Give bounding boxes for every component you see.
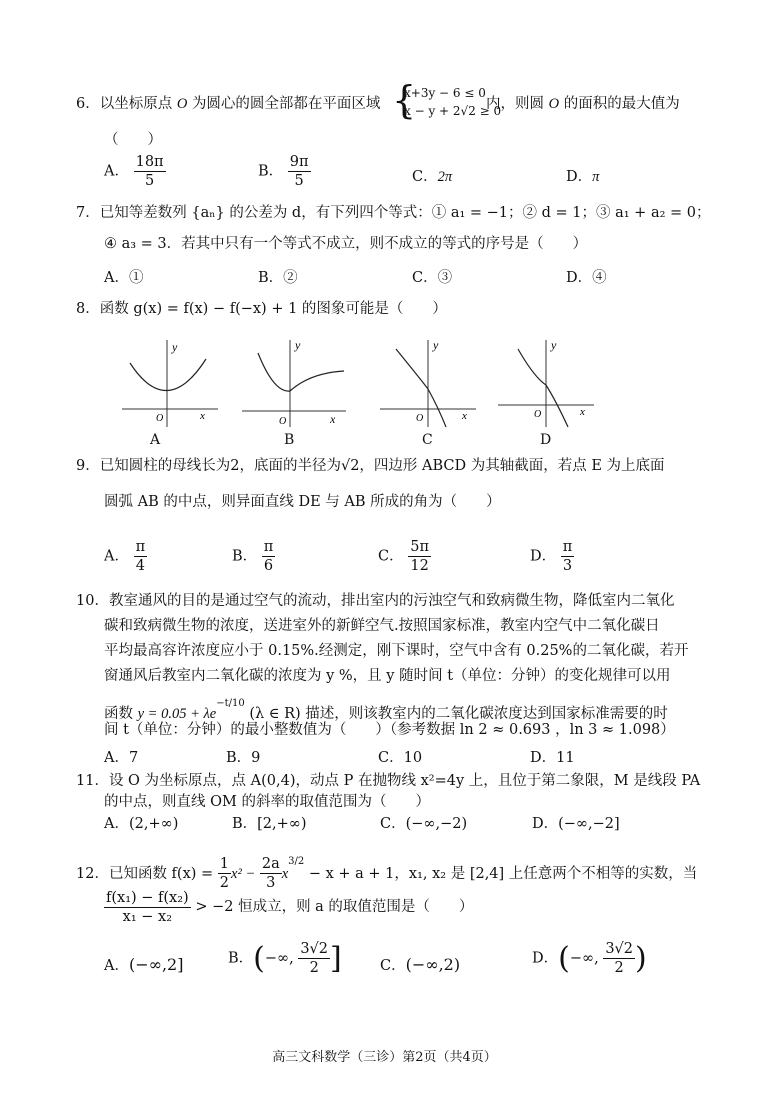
q10-choice-a: A．7 [104,750,139,766]
q10-line5: 函数 $y = 0.05 + \lambda e^{-t/10}$ (λ ∈ R) 描述，则该教室内的二氧化碳浓度达到国家标准需要的时 [104,698,668,722]
q6-choice-b: B． $\frac{9\pi}{5}$ [258,154,309,189]
q10-line4: 窗通风后教室内二氧化碳的浓度为 y %，且 y 随时间 t（单位：分钟）的变化规律可以用 [104,668,671,684]
q12-line1: 12．已知函数 f(x) = $\frac{1}{2}$ x² − $\frac{2a}{3}$ $x^{3/2} - x + a + 1$，x₁, x₂ 是 [2,4] 上任意两个不相等的实数，当 [76,856,698,892]
graph-c-caption: C [422,432,433,448]
q11-choice-d: D．(−∞,−2] [532,816,620,832]
q7-line2: ④ a₃ = 3．若其中只有一个等式不成立，则不成立的等式的序号是（ ） [104,236,588,252]
q7-choice-a: A．① [104,270,144,286]
graph-d-x-label: x [580,406,585,418]
q6-blank: （ ） [104,132,162,148]
graph-a-x-label: x [200,410,205,422]
q10-formula: y = 0.05 + λe [137,705,217,722]
q11-line2: 的中点，则直线 OM 的斜率的取值范围为（ ） [104,794,430,810]
q12-choice-b: B．(−∞, $\frac{3√2}{2}$ ] [228,941,342,976]
q11-choice-c: C．(−∞,−2) [380,816,468,832]
q7-line1: 7．已知等差数列 {aₙ} 的公差为 d，有下列四个等式：① a₁ = −1；② d = 1；③ a₁ + a₂ = 0； [76,205,711,221]
q10-choice-c: C．10 [378,750,423,766]
q10-line2: 碳和致病微生物的浓度，送进室外的新鲜空气.按照国家标准，教室内空气中二氧化碳日 [104,618,660,634]
q6-ineq1: x+3y − 6 ≤ 0 [404,86,486,100]
q9-line2: 圆弧 AB 的中点，则异面直线 DE 与 AB 所成的角为（ ） [104,494,501,510]
q6-choice-a: A． $\frac{18\pi}{5}$ [104,154,164,189]
q11-line1: 11．设 O 为坐标原点，点 A(0,4)，动点 P 在抛物线 x²=4y 上，且位于第二象限，M 是线段 PA [76,773,701,789]
q6-choice-d: D．π [566,169,600,185]
graph-b-origin-label: O [279,416,287,427]
graph-a-origin-label: O [156,413,164,424]
q12-choice-a: A．(−∞,2] [104,955,184,974]
graph-a-curve [130,359,206,391]
graph-d-caption: D [540,432,552,448]
graph-a-caption: A [150,432,161,448]
q7-choice-d: D．④ [566,270,607,286]
q6-choice-c: C．2π [412,169,453,185]
graph-a [120,335,220,430]
graph-b-y-label: y [295,338,301,352]
graph-d-origin-label: O [534,409,542,420]
graph-b-x-label: x [330,412,336,426]
graph-b-caption: B [284,432,295,448]
q10-line6: 间 t（单位：分钟）的最小整数值为（ ）（参考数据 ln 2 ≈ 0.693 ，ln 3 ≈ 1.098） [104,722,675,738]
q9-choice-c: C． $\frac{5\pi}{12}$ [378,539,429,574]
graph-b [240,335,350,430]
q12-choice-c: C．(−∞,2) [380,955,461,974]
q7-choice-b: B．② [258,270,298,286]
q10-line3: 平均最高容许浓度应小于 0.15%.经测定，刚下课时，空气中含有 0.25%的二氧化碳，若开 [104,643,689,659]
q12-line2: $\frac{\text{f(x₁) − f(x₂)}}{\text{x₁ − x₂}}$ > −2 恒成立，则 a 的取值范围是（ ） [106,889,474,925]
q9-choice-d: D． $\frac{\pi}{3}$ [530,539,573,574]
graph-c-origin-label: O [416,413,424,424]
q8-line1: 8．函数 g(x) = f(x) − f(−x) + 1 的图象可能是（ ） [76,301,447,317]
q12-choice-d: D．(−∞, $\frac{3√2}{2}$ ) [532,941,647,976]
q10-choice-b: B．9 [226,750,261,766]
graph-c-y-label: y [433,338,439,352]
q9-line1: 9．已知圆柱的母线长为2，底面的半径为√2，四边形 ABCD 为其轴截面，若点 E 为上底面 [76,458,665,474]
graph-d-y-label: y [551,338,557,352]
q10-exponent: −t/10 [216,698,245,709]
graph-d-curve [518,349,568,427]
q7-choice-c: C．③ [412,270,453,286]
q6-line1: 6．以坐标原点 O 为圆心的圆全部都在平面区域 [76,96,381,112]
q11-choice-a: A．(2,+∞) [104,816,179,832]
q9-choice-a: A． $\frac{\pi}{4}$ [104,539,146,574]
q11-choice-b: B．[2,+∞) [232,816,307,832]
q10-line1: 10．教室通风的目的是通过空气的流动，排出室内的污浊空气和致病微生物，降低室内二氧化 [76,593,675,609]
graph-c [378,335,478,430]
q6-line1-tail: 内，则圆 O 的面积的最大值为 [486,96,680,112]
graph-a-y-label: y [172,340,178,354]
q6-brace: { [392,78,417,122]
q12-power: 3/2 [288,856,305,867]
graph-b-curve-right [290,371,344,391]
page-footer: 高三文科数学（三诊）第2页（共4页） [272,1050,497,1065]
q9-choice-b: B． $\frac{\pi}{6}$ [232,539,274,574]
graph-b-curve-left [258,353,290,391]
q10-choice-d: D．11 [530,750,575,766]
graph-c-x-label: x [462,410,467,422]
graph-d [496,335,596,430]
q6-ineq2: x − y + 2√2 ≥ 0 [404,104,502,118]
